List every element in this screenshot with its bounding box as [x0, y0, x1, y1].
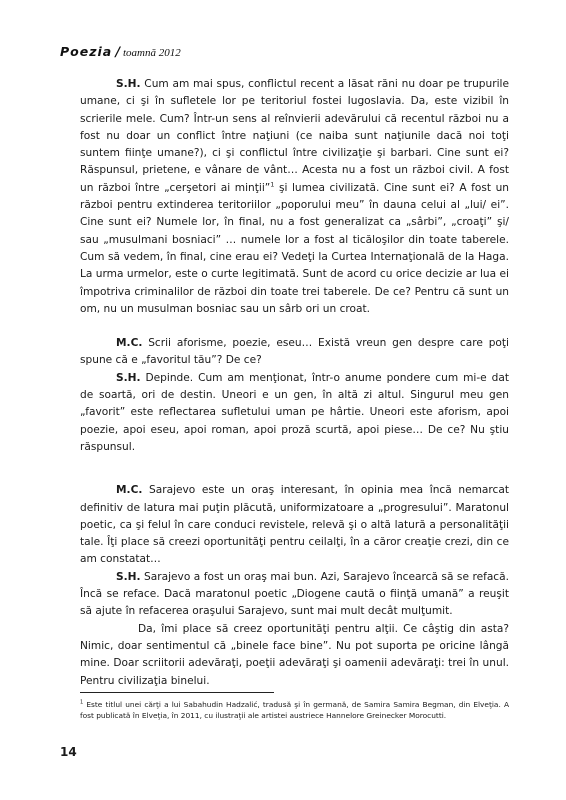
issue-label: toamnă 2012	[122, 47, 181, 59]
paragraph-text: Sarajevo a fost un oraş mai bun. Azi, Sarajevo încearcă să se refacă. Încă se reface. Dacă maratonul poetic „Diogene caută o fiinţă umană” a reuşit să ajute în refacerea oraşului Sarajevo, sunt mai mult decât mulţumit.	[80, 570, 509, 618]
paragraph-text: Sarajevo este un oraş interesant, în opinia mea încă nemarcat definitiv de latura mai puţin plăcută, uniformizatoare a „progresului”. Maratonul poetic, ca şi felul în care conduci revistele, relevă şi o altă latură a personalităţii tale. Îţi place să creezi oportunităţi pentru ceilalţi, în a căror creaţie crezi, din ce am constatat…	[80, 484, 509, 566]
paragraph-text: Da, îmi place să creez oportunităţi pentru alţii. Ce câştig din asta? Nimic, doar sentimentul că „binele face bine”. Nu pot suporta pe oricine lângă mine. Doar scriitorii adevăraţi, poeţii adevăraţi şi oamenii adevăraţi: trei în unul. Pentru civilizaţia binelui.	[80, 622, 509, 687]
paragraph-mc-2	[80, 482, 509, 568]
paragraph-sh-1	[80, 76, 509, 318]
footnote	[80, 700, 509, 721]
speaker-label: M.C.	[116, 337, 143, 350]
paragraph-sh-3	[80, 569, 509, 621]
header-separator: /	[115, 45, 120, 60]
speaker-label: S.H.	[116, 570, 141, 583]
paragraph-sh-2	[80, 370, 509, 456]
paragraph-text: Scrii aforisme, poezie, eseu… Există vreun gen despre care poţi spune că e „favoritul tău”? De ce?	[80, 337, 509, 367]
magazine-title: Poezia	[60, 44, 113, 59]
footnote-reference[interactable]: 1	[270, 180, 275, 189]
paragraph-text-continued: şi lumea civilizată. Cine sunt ei? A fost un război pentru extinderea teritoriilor „poporului meu” în dauna celui al „lui/ ei”. Cine sunt ei? Numele lor, în final, nu a fost generalizat ca „sârbi”, „croaţi” şi/ sau „musulmani bosniaci” … numele lor a fost al ticăloşilor din toate taberele. Cum să vedem, în final, cine erau ei? Vedeţi la Curtea Internaţională de la Haga. La urma urmelor, este o curte legitimată. Sunt de acord cu orice decizie ar lua ei împotriva criminalilor de război din toate trei taberele. De ce? Pentru că sunt un om, nu un musulman bosniac sau un sârb ori un croat.	[80, 181, 509, 315]
running-header	[60, 44, 181, 60]
speaker-label: M.C.	[116, 484, 143, 497]
paragraph-mc-1	[80, 335, 509, 370]
speaker-label: S.H.	[116, 371, 141, 384]
footnote-divider	[80, 692, 274, 693]
speaker-label: S.H.	[116, 78, 141, 90]
footnote-marker: 1	[80, 699, 84, 706]
footnote-text: Este titlul unei cărţi a lui Sabahudin Hadzalić, tradusă şi în germană, de Samira Samira Begman, din Elveţia. A fost publicată în Elveţia, în 2011, cu ilustraţii ale artistei austriece Hannelore Greinecker Morocutti.	[80, 700, 509, 720]
paragraph-text: Depinde. Cum am menţionat, într-o anume pondere cum mi-e dat de soartă, ori de destin. Uneori e un gen, în altă zi altul. Singurul meu gen „favorit” este reflectarea sufletului uman pe hârtie. Uneori este aforism, apoi poezie, apoi eseu, apoi roman, apoi proză scurtă, apoi piese… De ce? Nu ştiu răspunsul.	[80, 371, 509, 453]
interview-body	[80, 76, 509, 690]
paragraph-text: Cum am mai spus, conflictul recent a lăsat răni nu doar pe trupurile umane, ci şi în sufletele lor pe teritoriul fostei Iugoslavia. Da, este vizibil în scrierile mele. Cum? Într-un sens al reînvierii adevărului că recentul război nu a fost nu doar un conflict între naţiuni (ce naiba sunt naţiunile dacă noi toţi suntem fiinţe umane?), ci şi conflictul între civilizaţie şi barbari. Cine sunt ei? Răspunsul, prietene, e vânare de vânt… Acesta nu a fost un război civil. A fost un război între „cerşetori ai minţii”	[80, 78, 509, 194]
page-number: 14	[60, 745, 77, 759]
paragraph-sh-3-continued	[80, 621, 509, 690]
